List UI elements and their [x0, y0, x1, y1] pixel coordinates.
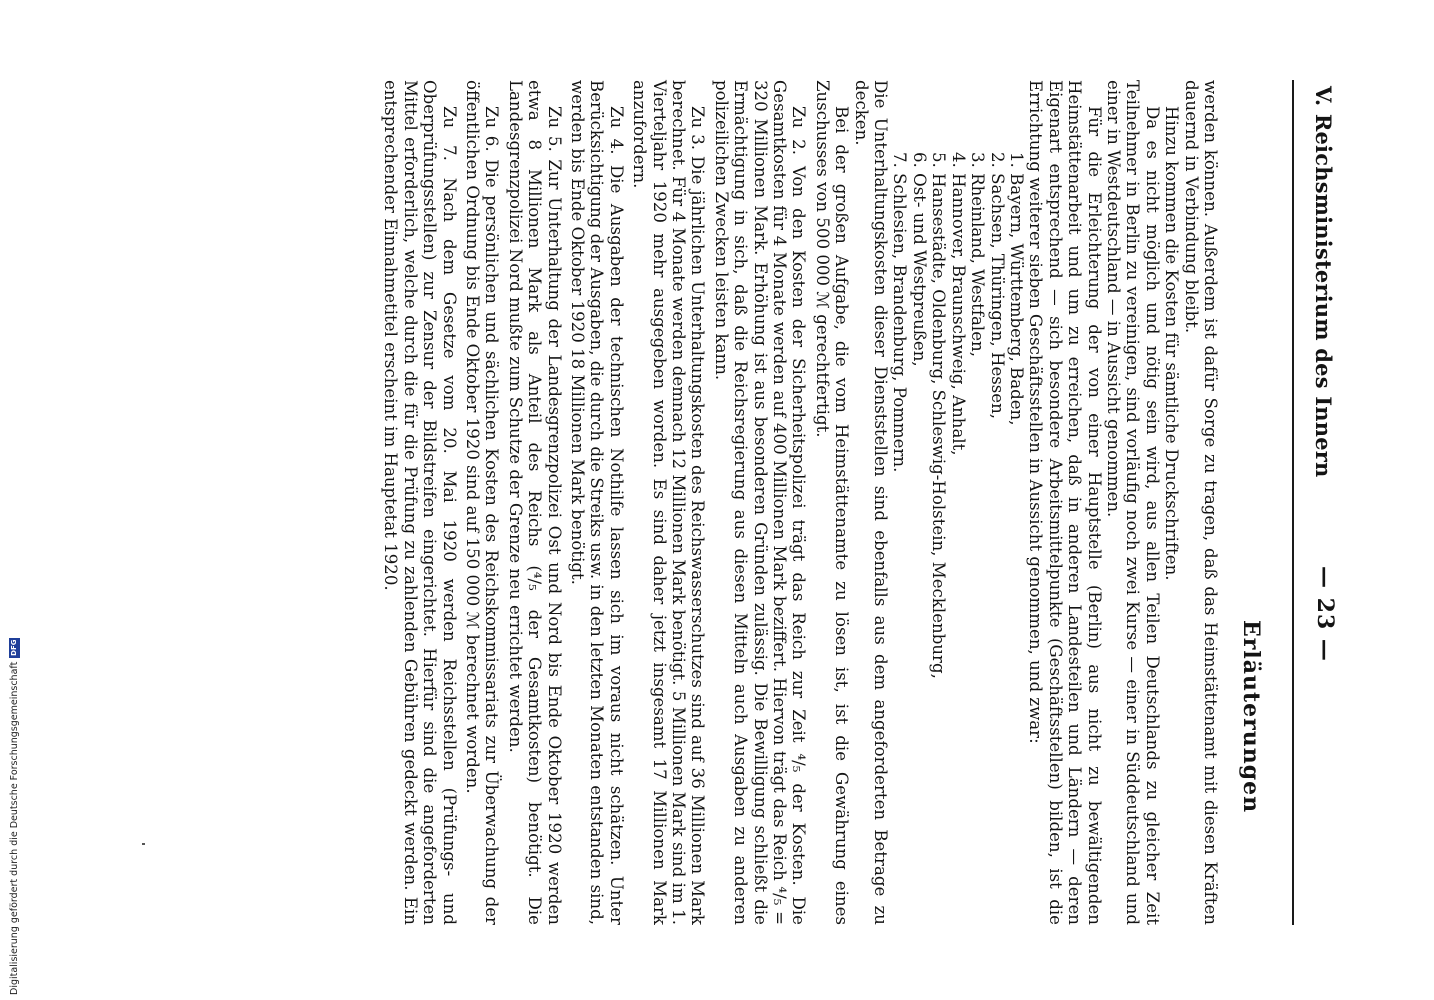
- dfg-logo-icon: DFG: [9, 639, 18, 656]
- digitization-notice: [8, 575, 20, 995]
- office-list: [890, 80, 1026, 925]
- paragraph: Bei der großen Aufgabe, die vom Heimstättenamte zu lösen ist, ist die Gewährung eines Zuschusses von 500 000 ℳ gerechtfertigt.: [812, 80, 852, 925]
- header-divider: [1292, 80, 1294, 925]
- paragraph: Zu 7. Nach dem Gesetze vom 20. Mai 1920 werden Reichsstellen (Prüfungs- und Oberprüfungsstellen) zur Zensur der Bildstreifen eingerichtet. Hierfür sind die angeforderten Mittel erforderlich, welche durch die für die Prüfung zu zahlenden Gebühren gedeckt werden. Ein entsprechender Einnahmetitel erscheint im Hauptetat 1920.: [381, 80, 459, 925]
- paragraph: Zu 2. Von den Kosten der Sicherheitspolizei trägt das Reich zur Zeit ⁴/₅ der Kosten. Die Gesamtkosten für 4 Monate werden auf 400 Millionen Mark beziffert. Hiervon trägt das Reich ⁴/₅ = 320 Millionen Mark. Erhöhung ist aus besonderen Gründen zulässig. Die Bewilligung schließt die Ermächtigung in sich, daß die Reichsregierung aus diesen Mitteln auch Ausgaben zu anderen polizeilichen Zwecken leisten kann.: [711, 80, 809, 925]
- list-item: 7. Schlesien, Brandenburg, Pommern.: [890, 152, 910, 473]
- list-item: 2. Sachsen, Thüringen, Hessen,: [987, 152, 1007, 420]
- paragraph: Zu 3. Die jährlichen Unterhaltungskosten des Reichswasserschutzes sind auf 36 Millionen Mark berechnet. Für 4 Monate werden demnach 12 Millionen Mark benötigt. 5 Millionen Mark sind im 1. Vierteljahr 1920 mehr ausgegeben worden. Es sind daher jetzt insgesamt 17 Millionen Mark anzufordern.: [630, 80, 708, 925]
- list-item: 1. Bayern, Württemberg, Baden,: [1006, 152, 1026, 426]
- paragraph: Zu 4. Die Ausgaben der technischen Nothilfe lassen sich im voraus nicht schätzen. Unter Berücksichtigung der Ausgaben, die durch die Streiks usw. in den letzten Monaten entstanden sind, werden bis Ende Oktober 1920 18 Millionen Mark benötigt.: [568, 80, 626, 925]
- section-title: V. Reichsministerium des Innern: [1311, 86, 1336, 478]
- paragraph: Für die Erleichterung der von einer Hauptstelle (Berlin) aus nicht zu bewältigenden Heimstättenarbeit und um zu erreichen, daß in anderen Landesteilen und Ländern — deren Eigenart entsprechend — sich besondere Arbeitsmittelpunkte (Geschäftsstellen) bilden, ist die Errichtung weiterer sieben Geschäftsstellen in Aussicht genommen, und zwar:: [1026, 80, 1104, 925]
- list-item: 6. Ost- und Westpreußen,: [909, 152, 929, 367]
- page-number: — 23 —: [1312, 566, 1338, 662]
- digitization-notice-text: Digitalisierung gefördert durch die Deutsche Forschungsgemeinschaft: [8, 661, 20, 995]
- list-item: 3. Rheinland, Westfalen,: [968, 152, 988, 357]
- page-title: Erläuterungen: [1238, 620, 1264, 814]
- scan-speck: [142, 843, 145, 845]
- paragraph: werden können. Außerdem ist dafür Sorge zu tragen, daß das Heimstättenamt mit diesen Kräften dauernd in Verbindung bleibt.: [1181, 80, 1220, 925]
- list-item: 5. Hansestädte, Oldenburg, Schleswig-Holstein, Mecklenburg,: [929, 152, 949, 679]
- paragraph: Da es nicht möglich und nötig sein wird, aus allen Teilen Deutschlands zu gleicher Zeit Teilnehmer in Berlin zu vereinigen, sind vorläufig noch zwei Kurse — einer in Süddeutschland und einer in Westdeutschland — in Aussicht genommen.: [1103, 80, 1162, 925]
- document-body: [381, 80, 1220, 925]
- list-item: 4. Hannover, Braunschweig, Anhalt,: [948, 152, 968, 456]
- paragraph: Zu 5. Zur Unterhaltung der Landesgrenzpolizei Ost und Nord bis Ende Oktober 1920 werden etwa 8 Millionen Mark als Anteil des Reichs (⁴/₅ der Gesamtkosten) benötigt. Die Landesgrenzpolizei Nord mußte zum Schutze der Grenze neu errichtet werden.: [505, 80, 564, 925]
- paragraph: Hinzu kommen die Kosten für sämtliche Druckschriften.: [1162, 106, 1182, 581]
- page-header: [1302, 86, 1342, 926]
- paragraph: Die Unterhaltungskosten dieser Dienststellen sind ebenfalls aus dem angeforderten Betrage zu decken.: [851, 80, 891, 925]
- paragraph: Zu 6. Die persönlichen und sächlichen Kosten des Reichskommissariats zur Überwachung der öffentlichen Ordnung bis Ende Oktober 1920 sind auf 150 000 ℳ berechnet worden.: [462, 80, 502, 925]
